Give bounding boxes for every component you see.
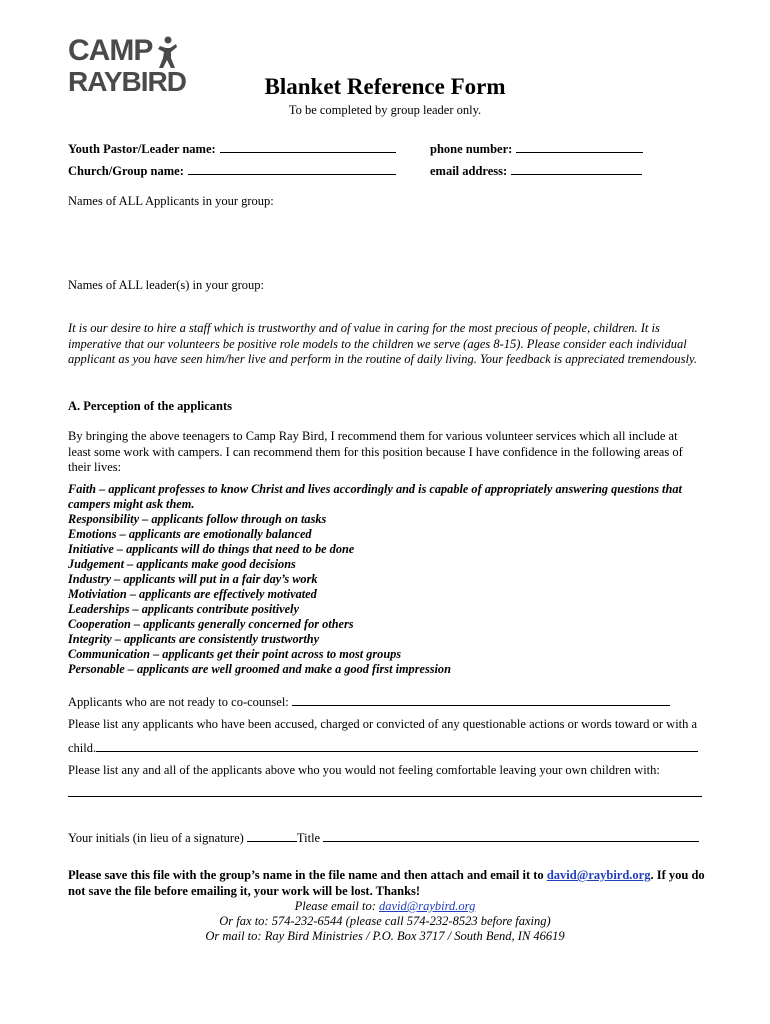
- section-a-text: By bringing the above teenagers to Camp Ray Bird, I recommend them for various volunteer services which all include at least some work with campers. I can recommend them for this position because I have confidence in the following areas of their lives:: [68, 429, 683, 474]
- not-comfortable-line[interactable]: [68, 796, 702, 797]
- initials-label: Your initials (in lieu of a signature): [68, 831, 244, 845]
- not-ready-field[interactable]: [68, 694, 670, 710]
- quality-item: Faith – applicant professes to know Christ and lives accordingly and is capable of appropriately answering questions that campers might ask them.: [68, 482, 682, 511]
- intro-paragraph: It is our desire to hire a staff which is trustworthy and of value in caring for the most precious of people, children. It is imperative that our volunteers be positive role models to the children we serve (ages 8-15). Please consider each individual applicant as you have seen him/her live and perform in the routine of daily living. Your feedback is appreciated tremendously.: [68, 321, 697, 366]
- email-line[interactable]: [511, 162, 642, 175]
- email-prefix: Please email to:: [294, 899, 379, 913]
- save-instructions-text: Please save this file with the group’s name in the file name and then attach and email it to: [68, 868, 547, 882]
- accused-line[interactable]: [96, 740, 698, 752]
- page-subtitle: To be completed by group leader only.: [288, 103, 482, 117]
- quality-item: Personable – applicants are well groomed and make a good first impression: [68, 662, 451, 676]
- accused-label-line2: child.: [68, 741, 97, 755]
- logo-line-raybird: RAYBIRD: [68, 66, 186, 97]
- contact-email-link[interactable]: david@raybird.org: [379, 899, 476, 913]
- initials-line[interactable]: [247, 830, 297, 842]
- save-email-link[interactable]: david@raybird.org: [546, 868, 651, 882]
- quality-item: Judgement – applicants make good decisions: [68, 557, 296, 571]
- quality-item: Emotions – applicants are emotionally balanced: [68, 527, 312, 541]
- quality-item: Industry – applicants will put in a fair day’s work: [68, 572, 318, 586]
- logo-line-camp: CAMP: [68, 34, 153, 67]
- not-comfortable-label: Please list any and all of the applicants above who you would not feeling comfortable leaving your own children with:: [68, 763, 660, 777]
- church-group-label: Church/Group name:: [68, 164, 184, 178]
- phone-label: phone number:: [430, 142, 513, 156]
- quality-item: Responsibility – applicants follow through on tasks: [68, 512, 327, 526]
- leader-name-line[interactable]: [220, 140, 396, 153]
- title-line[interactable]: [323, 830, 699, 842]
- quality-item: Initiative – applicants will do things that need to be done: [68, 542, 355, 556]
- applicants-label: Names of ALL Applicants in your group:: [68, 194, 274, 208]
- accused-label-line1: Please list any applicants who have been accused, charged or convicted of any questionable actions or words toward or with a: [68, 717, 698, 731]
- section-a-heading: A. Perception of the applicants: [68, 399, 232, 413]
- leader-name-label: Youth Pastor/Leader name:: [68, 142, 216, 156]
- leader-name-field[interactable]: [68, 140, 396, 157]
- accused-field[interactable]: [68, 740, 698, 756]
- initials-title-field[interactable]: [68, 830, 699, 846]
- not-ready-label: Applicants who are not ready to co-counsel:: [68, 695, 289, 709]
- qualities-list: [68, 482, 708, 677]
- save-instructions-tail: . If you do not save the file before emailing it, your work will be lost. Thanks!: [68, 868, 705, 898]
- church-group-field[interactable]: [68, 162, 396, 179]
- email-line-text: [0, 899, 770, 914]
- phone-line[interactable]: [516, 140, 643, 153]
- phone-field[interactable]: [430, 140, 643, 157]
- mail-line: Or mail to: Ray Bird Ministries / P.O. Box 3717 / South Bend, IN 46619: [205, 929, 565, 943]
- email-label: email address:: [430, 164, 508, 178]
- page-title: Blanket Reference Form: [264, 74, 506, 99]
- fax-line: Or fax to: 574-232-6544 (please call 574-232-8523 before faxing): [219, 914, 551, 928]
- not-ready-line[interactable]: [292, 694, 670, 706]
- leaders-label: Names of ALL leader(s) in your group:: [68, 278, 265, 292]
- quality-item: Cooperation – applicants generally concerned for others: [68, 617, 354, 631]
- bird-figure-icon: [154, 36, 180, 70]
- title-label: Title: [296, 831, 321, 845]
- email-field[interactable]: [430, 162, 642, 179]
- quality-item: Motiviation – applicants are effectively motivated: [68, 587, 317, 601]
- quality-item: Leaderships – applicants contribute positively: [68, 602, 299, 616]
- church-group-line[interactable]: [188, 162, 396, 175]
- save-instructions: [68, 868, 708, 899]
- quality-item: Communication – applicants get their point across to most groups: [68, 647, 402, 661]
- quality-item: Integrity – applicants are consistently trustworthy: [68, 632, 320, 646]
